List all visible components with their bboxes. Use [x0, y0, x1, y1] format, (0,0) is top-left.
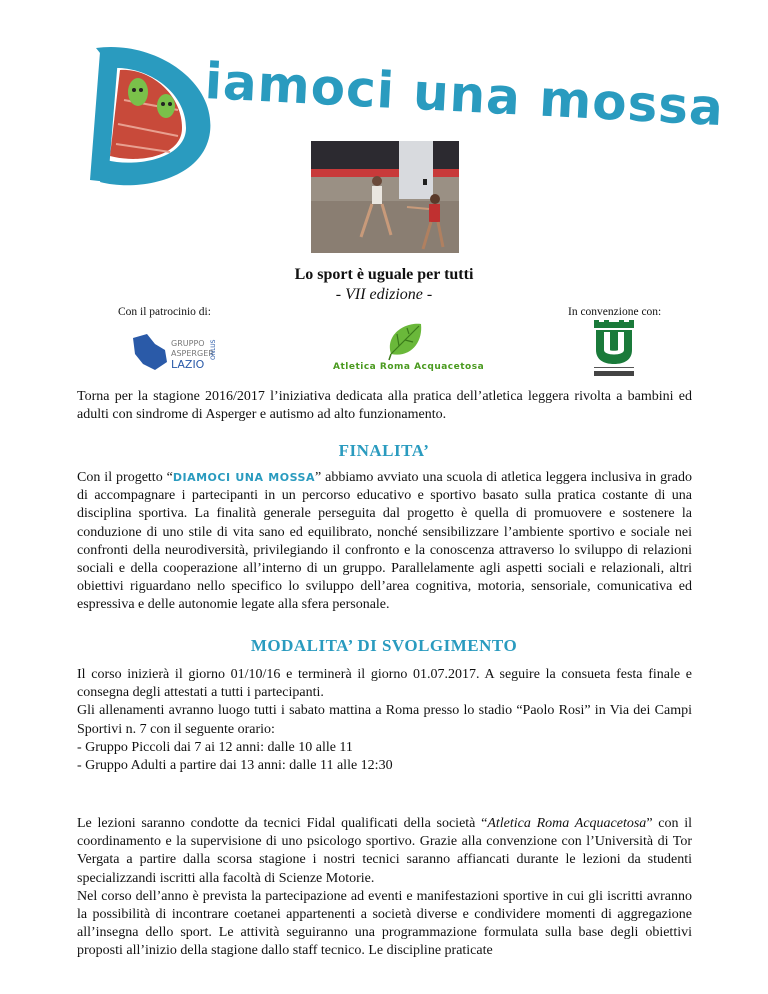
- modalita-heading: MODALITA’ DI SVOLGIMENTO: [250, 636, 518, 655]
- svg-text:ASPERGER: ASPERGER: [171, 349, 214, 358]
- modalita-block-2: [77, 815, 692, 961]
- finalita-heading: FINALITA’: [338, 441, 430, 460]
- slogan: Lo sport è uguale per tutti: [294, 266, 474, 283]
- modalita-p1: Il corso inizierà il giorno 01/10/16 e terminerà il giorno 01.07.2017. A seguire la consueta festa finale e consegna degli attestati a tutti i partecipanti.: [77, 667, 692, 701]
- finalita-text-before: Con il progetto “: [77, 470, 173, 485]
- patrocinio-label: Con il patrocinio di:: [118, 306, 211, 318]
- tor-vergata-logo: [590, 320, 638, 378]
- edition: - VII edizione -: [335, 286, 433, 303]
- project-name-inline: DIAMOCI UNA MOSSA: [172, 471, 315, 484]
- schedule-item-piccoli: - Gruppo Piccoli dai 7 ai 12 anni: dalle 10 alle 11: [77, 739, 353, 755]
- svg-text:ONLUS: ONLUS: [210, 339, 217, 360]
- modalita-p4: Nel corso dell’anno è prevista la partecipazione ad eventi e manifestazioni sportive in cui gli iscritti avranno la possibilità di incontrare coetanei appartenenti a società diverse e condividere momenti di aggregazione all’insegna dello sport. Le attività seguiranno una programmazione formulata sulla base degli obiettivi proposti all’inizio della stagione dallo staff tecnico. Le discipline praticate: [77, 888, 692, 959]
- atletica-roma-acquacetosa-logo-text: Atletica Roma Acquacetosa: [333, 362, 485, 372]
- athletics-photo: [311, 141, 459, 253]
- intro-paragraph: Torna per la stagione 2016/2017 l’iniziativa dedicata alla pratica dell’atletica leggera rivolta a bambini ed adulti con sindrome di Asperger e autismo ad alto funzionamento.: [77, 389, 692, 423]
- convenzione-label: In convenzione con:: [568, 306, 662, 318]
- svg-text:GRUPPO: GRUPPO: [171, 339, 205, 348]
- finalita-paragraph: [77, 469, 692, 615]
- modalita-p3: [77, 815, 692, 888]
- modalita-block: [77, 666, 692, 775]
- svg-text:LAZIO: LAZIO: [171, 358, 205, 371]
- schedule-item-adulti: - Gruppo Adulti a partire dai 13 anni: dalle 11 alle 12:30: [77, 758, 393, 774]
- modalita-p2: Gli allenamenti avranno luogo tutti i sabato mattina a Roma presso lo stadio “Paolo Rosi” in Via dei Campi Sportivi n. 7 con il seguente orario:: [77, 703, 692, 737]
- leaf-icon: [385, 320, 425, 362]
- project-logo-title: iamoci una mossa: [203, 52, 726, 138]
- modalita-p3-after: ” con il coordinamento e la supervisione di uno psicologo sportivo. Grazie alla convenzione con l’Università di Tor Vergata a partire dalla scorsa stagione i nostri tecnici saranno affiancati durante le lezioni da studenti specializzandi iscritti alla facoltà di Scienze Motorie.: [77, 816, 692, 886]
- project-logo-d: [78, 40, 218, 190]
- modalita-p3-italic: Atletica Roma Acquacetosa: [487, 816, 647, 831]
- modalita-p3-before: Le lezioni saranno condotte da tecnici Fidal qualificati della società “: [77, 816, 488, 831]
- finalita-text-after: ” abbiamo avviato una scuola di atletica leggera inclusiva in grado di accompagnare i partecipanti in un percorso educativo e sportivo basato sulla pratica costante di una disciplina sportiva. La finalità generale perseguita dal progetto è quella di promuovere e sostenere la conduzione di uno stile di vita sano ed equilibrato, nonché sensibilizzare l’ambiente sportivo e sociale nei confronti della neurodiversità, privilegiando il confronto e la conoscenza attraverso lo sviluppo di relazioni sociali e della cooperazione all’interno di un gruppo. Parallelamente agli aspetti sociali e relazionali, altri obiettivi riguardano nello specifico lo sviluppo dell’area cognitiva, motoria, sensoriale, comunicativa ed espressiva e delle autonomie legate alla sfera personale.: [77, 470, 692, 613]
- gruppo-asperger-lazio-logo: [125, 330, 225, 375]
